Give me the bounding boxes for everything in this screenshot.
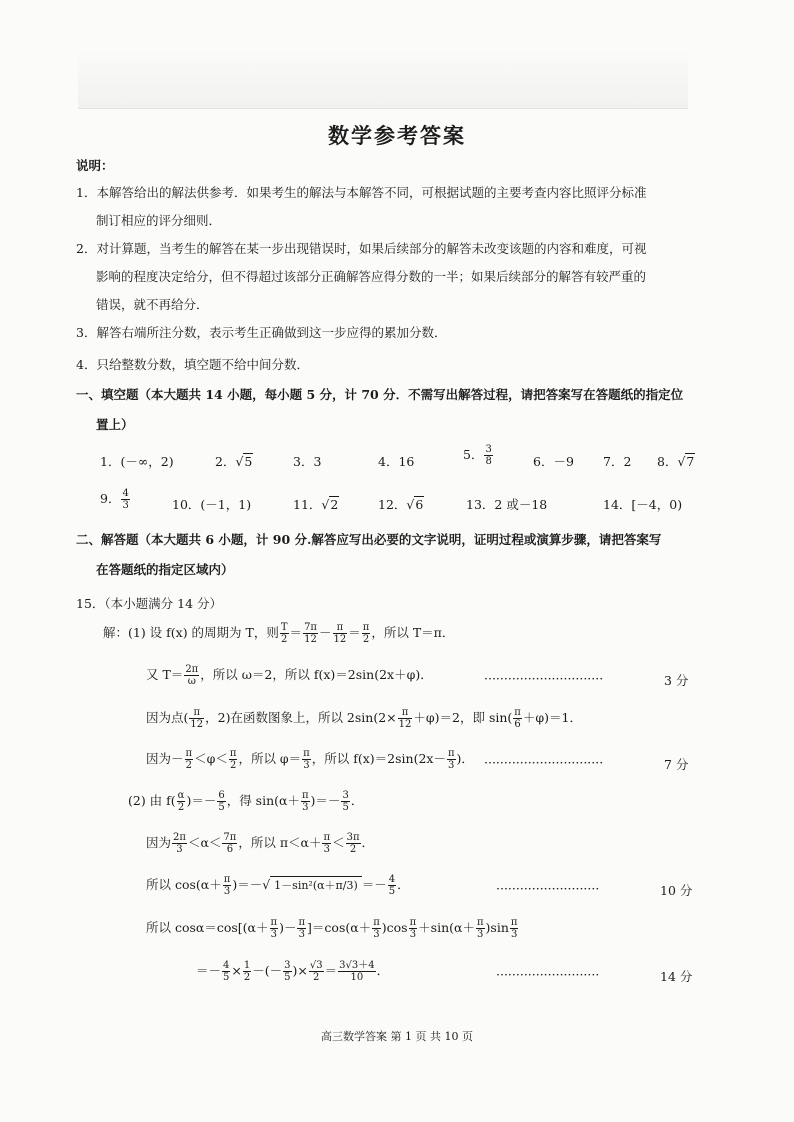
answer-5: 5． $\frac{3}{8}$ [463,444,492,467]
answer-6: 6．－9 [533,454,574,469]
answer-10: 10．(－1，1) [172,497,252,512]
note-line: 4．只给整数分数，填空题不给中间分数． [76,357,309,372]
answer-13: 13．2 或－18 [466,497,548,512]
note-line: 1．本解答给出的解法供参考．如果考生的解法与本解答不同，可根据试题的主要考查内容比照评分标准 [76,185,647,200]
answer-8: 8．√7 [657,454,695,469]
score-leader: ······························ [484,671,604,686]
solution-line: 又 T＝ $\frac{2\pi}{\omega}$ ，所以 ω＝2，所以 f(x)＝2sin(2x＋φ)． [146,664,433,687]
solution-line: ＝－ $\frac{4}{5}$ × $\frac{1}{2}$ －(－ $\frac{3}{5}$ )× $\frac{√3}{2}$ ＝ $\frac{3√3+4}{10}$ ． [196,960,390,983]
solution-line: 所以 cos(α＋ $\frac{\pi}{3}$ )＝－√ 1－sin²(α＋π/3) ＝－ $\frac{4}{5}$ ． [146,874,410,897]
note-line: 错误，就不再给分． [96,297,209,312]
note-line: 制订相应的评分细则． [96,213,222,228]
answer-1: 1．(－∞，2) [100,454,174,469]
section2-heading: 二、解答题（本大题共 6 小题，计 90 分.解答应写出必要的文字说明，证明过程或演算步骤，请把答案写 [76,532,662,547]
section2-heading-cont: 在答题纸的指定区域内） [96,562,234,577]
note-line: 2．对计算题，当考生的解答在某一步出现错误时，如果后续部分的解答未改变该题的内容和难度，可视 [76,241,647,256]
score-leader: ······························ [484,755,604,770]
answer-7: 7．2 [603,454,632,469]
score-leader: ·························· [496,967,600,982]
header-band [78,50,688,109]
note-line: 影响的程度决定给分，但不得超过该部分正确解答应得分数的一半；如果后续部分的解答有较严重的 [96,269,647,284]
notes-heading: 说明： [76,158,114,173]
answer-9: 9． $\frac{4}{3}$ [100,488,129,511]
question-15-heading: 15．（本小题满分 14 分） [76,596,223,611]
score-mark: 3 分 [664,673,689,688]
solution-line: 因为点( $\frac{\pi}{12}$ ，2)在函数图象上，所以 2sin(2× $\frac{\pi}{12}$ ＋φ)＝2，即 sin( $\frac{\pi}{6}$ ＋φ)＝1． [146,707,582,730]
answer-2: 2．√5 [215,454,253,469]
answer-4: 4．16 [378,454,415,469]
answer-14: 14．[－4，0) [603,497,683,512]
note-line: 3．解答右端所注分数，表示考生正确做到这一步应得的累加分数． [76,325,447,340]
section1-heading: 一、填空题（本大题共 14 小题，每小题 5 分，计 70 分．不需写出解答过程，请把答案写在答题纸的指定位 [76,387,684,402]
score-mark: 7 分 [664,757,689,772]
score-mark: 14 分 [660,969,693,984]
score-mark: 10 分 [660,883,693,898]
solution-line: 因为 $\frac{2\pi}{3}$ ＜α＜ $\frac{7\pi}{6}$ ，所以 π＜α＋ $\frac{\pi}{3}$ ＜ $\frac{3\pi}{2}$ ． [146,832,375,855]
answer-12: 12．√6 [378,497,424,512]
solution-line: 所以 cosα＝cos[(α＋ $\frac{\pi}{3}$ )－ $\frac{\pi}{3}$ ]＝cos(α＋ $\frac{\pi}{3}$ )cos $\frac{\pi}{3}$ ＋sin(α＋ $\frac{\pi}{3}$ )sin $\frac{\pi}{3}$ [146,917,518,940]
page-footer: 高三数学答案 第 1 页 共 10 页 [321,1030,473,1043]
solution-line: 因为－ $\frac{\pi}{2}$ ＜φ＜ $\frac{\pi}{2}$ ，所以 φ＝ $\frac{\pi}{3}$ ，所以 f(x)＝2sin(2x－ $\frac{\pi}{3}$ )． [146,748,474,771]
page-title: 数学参考答案 [328,123,466,148]
answer-3: 3．3 [293,454,322,469]
section1-heading-cont: 置上） [96,417,134,432]
answer-11: 11．√2 [293,497,339,512]
score-leader: ·························· [496,881,600,896]
solution-line: 解：(1) 设 f(x) 的周期为 T，则 $\frac{T}{2}$ ＝ $\frac{7\pi}{12}$ － $\frac{\pi}{12}$ ＝ $\frac{\pi}{2}$ ，所以 T＝π． [103,622,455,645]
solution-line: (2) 由 f( $\frac{\alpha}{2}$ )＝－ $\frac{6}{5}$ ，得 sin(α＋ $\frac{\pi}{3}$ )＝－ $\frac{3}{5}$ ． [128,790,364,813]
